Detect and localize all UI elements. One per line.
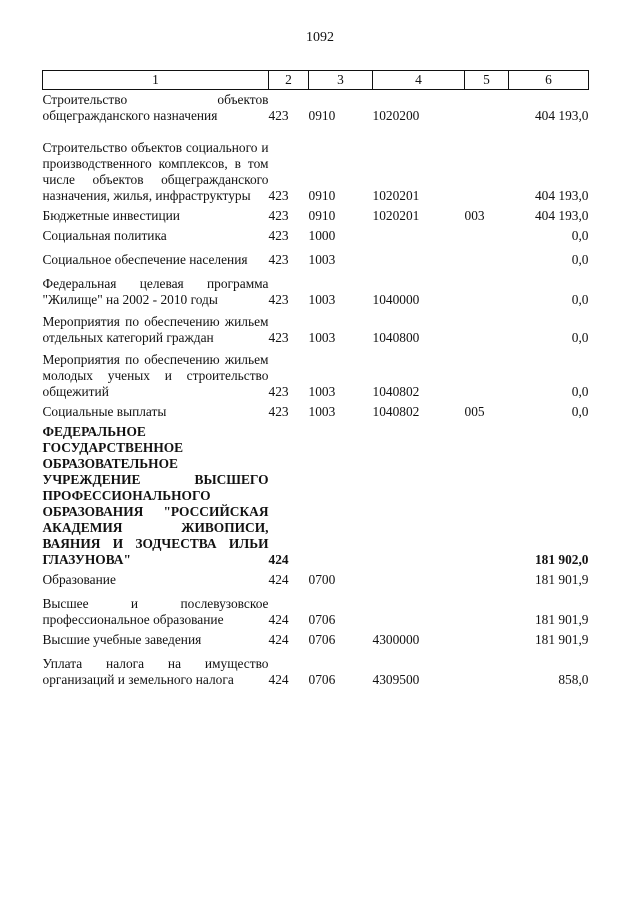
table-row <box>43 276 589 308</box>
row-name: Высшее и послевузовское профессиональное образование <box>42 596 269 627</box>
table-row <box>43 656 589 688</box>
row-pr: 1003 <box>308 330 336 345</box>
row-vr <box>465 596 509 628</box>
table-row <box>43 404 589 420</box>
row-rz: 424 <box>268 572 289 587</box>
row-pr: 0706 <box>308 612 336 627</box>
row-name: Уплата налога на имущество организаций и земельного налога <box>42 656 269 687</box>
row-csr: 1040802 <box>372 404 420 419</box>
column-header: 1 <box>43 71 269 90</box>
row-rz: 423 <box>268 330 289 345</box>
table-body <box>43 90 589 689</box>
row-pr: 1000 <box>308 228 336 243</box>
row-csr: 1020200 <box>372 108 420 123</box>
row-vr <box>465 276 509 308</box>
column-header: 5 <box>465 71 509 90</box>
row-amount: 0,0 <box>571 330 589 345</box>
row-rz: 423 <box>268 108 289 123</box>
page-number: 1092 <box>306 30 334 45</box>
row-pr: 0910 <box>308 188 336 203</box>
row-name: Социальная политика <box>42 228 167 243</box>
row-amount: 404 193,0 <box>534 108 589 123</box>
row-pr: 1003 <box>308 292 336 307</box>
column-header: 3 <box>309 71 373 90</box>
row-rz: 424 <box>268 612 289 627</box>
row-name: Мероприятия по обеспечению жильем отдельных категорий граждан <box>42 314 269 345</box>
row-rz: 423 <box>268 404 289 419</box>
row-csr <box>373 596 465 628</box>
row-amount: 181 901,9 <box>534 612 589 627</box>
row-pr: 0910 <box>308 208 336 223</box>
row-amount: 181 902,0 <box>534 552 589 567</box>
row-csr <box>373 424 465 568</box>
row-vr <box>465 228 509 244</box>
row-name: Мероприятия по обеспечению жильем молодых ученых и строительство общежитий <box>42 352 269 399</box>
row-csr <box>373 572 465 588</box>
table-row <box>43 208 589 224</box>
row-amount: 404 193,0 <box>534 188 589 203</box>
row-name: Социальные выплаты <box>42 404 167 419</box>
row-vr <box>465 252 509 268</box>
row-pr <box>309 424 373 568</box>
row-rz: 423 <box>268 208 289 223</box>
table-row <box>43 252 589 268</box>
row-pr: 1003 <box>308 404 336 419</box>
row-vr <box>465 352 509 400</box>
row-name: Федеральная целевая программа "Жилище" на 2002 - 2010 годы <box>42 276 269 307</box>
row-rz: 423 <box>268 228 289 243</box>
row-name: Высшие учебные заведения <box>42 632 202 647</box>
row-amount: 0,0 <box>571 384 589 399</box>
row-amount: 181 901,9 <box>534 572 589 587</box>
table-row <box>43 632 589 648</box>
column-header: 4 <box>373 71 465 90</box>
row-csr: 4309500 <box>372 672 420 687</box>
row-vr <box>465 572 509 588</box>
table-row <box>43 352 589 400</box>
row-vr <box>465 92 509 124</box>
header-row <box>43 71 589 90</box>
row-amount: 181 901,9 <box>534 632 589 647</box>
row-pr: 1003 <box>308 384 336 399</box>
row-vr: 003 <box>464 208 485 223</box>
row-amount: 404 193,0 <box>534 208 589 223</box>
row-rz: 424 <box>268 632 289 647</box>
row-csr: 1040802 <box>372 384 420 399</box>
row-vr <box>465 140 509 204</box>
row-name: Строительство объектов общегражданского назначения <box>42 92 269 123</box>
row-rz: 423 <box>268 292 289 307</box>
row-name: Социальное обеспечение населения <box>42 252 248 267</box>
row-csr <box>373 252 465 268</box>
row-amount: 0,0 <box>571 252 589 267</box>
row-rz: 424 <box>268 672 289 687</box>
row-vr <box>465 632 509 648</box>
row-amount: 0,0 <box>571 292 589 307</box>
table-row <box>43 228 589 244</box>
row-vr: 005 <box>464 404 485 419</box>
row-vr <box>465 424 509 568</box>
row-name: ФЕДЕРАЛЬНОЕ ГОСУДАРСТВЕННОЕ ОБРАЗОВАТЕЛЬНОЕ УЧРЕЖДЕНИЕ ВЫСШЕГО ПРОФЕССИОНАЛЬНОГО ОБРАЗОВАНИЯ "РОССИЙСКАЯ АКАДЕМИЯ ЖИВОПИСИ, ВАЯНИЯ И ЗОДЧЕСТВА ИЛЬИ ГЛАЗУНОВА" <box>42 424 269 567</box>
row-rz: 423 <box>268 384 289 399</box>
column-header: 2 <box>269 71 309 90</box>
table-row <box>43 596 589 628</box>
row-rz: 424 <box>268 552 289 567</box>
budget-table <box>42 70 589 688</box>
row-name: Бюджетные инвестиции <box>42 208 180 223</box>
row-pr: 0706 <box>308 672 336 687</box>
row-pr: 0706 <box>308 632 336 647</box>
row-csr <box>373 228 465 244</box>
row-name: Строительство объектов социального и производственного комплексов, в том числе объектов общегражданского назначения, жилья, инфраструктуры <box>42 140 269 203</box>
table-row <box>43 424 589 568</box>
table-row <box>43 140 589 204</box>
table-row <box>43 314 589 346</box>
column-header: 6 <box>509 71 589 90</box>
row-csr: 1040800 <box>372 330 420 345</box>
row-amount: 858,0 <box>558 672 589 687</box>
row-amount: 0,0 <box>571 404 589 419</box>
row-csr: 1040000 <box>372 292 420 307</box>
row-vr <box>465 314 509 346</box>
row-pr: 1003 <box>308 252 336 267</box>
row-csr: 4300000 <box>372 632 420 647</box>
row-name: Образование <box>42 572 116 587</box>
row-amount: 0,0 <box>571 228 589 243</box>
row-csr: 1020201 <box>372 208 420 223</box>
row-pr: 0910 <box>308 108 336 123</box>
row-csr: 1020201 <box>372 188 420 203</box>
row-pr: 0700 <box>308 572 336 587</box>
row-vr <box>465 656 509 688</box>
table-row <box>43 572 589 588</box>
table-row <box>43 92 589 124</box>
row-rz: 423 <box>268 252 289 267</box>
row-rz: 423 <box>268 188 289 203</box>
